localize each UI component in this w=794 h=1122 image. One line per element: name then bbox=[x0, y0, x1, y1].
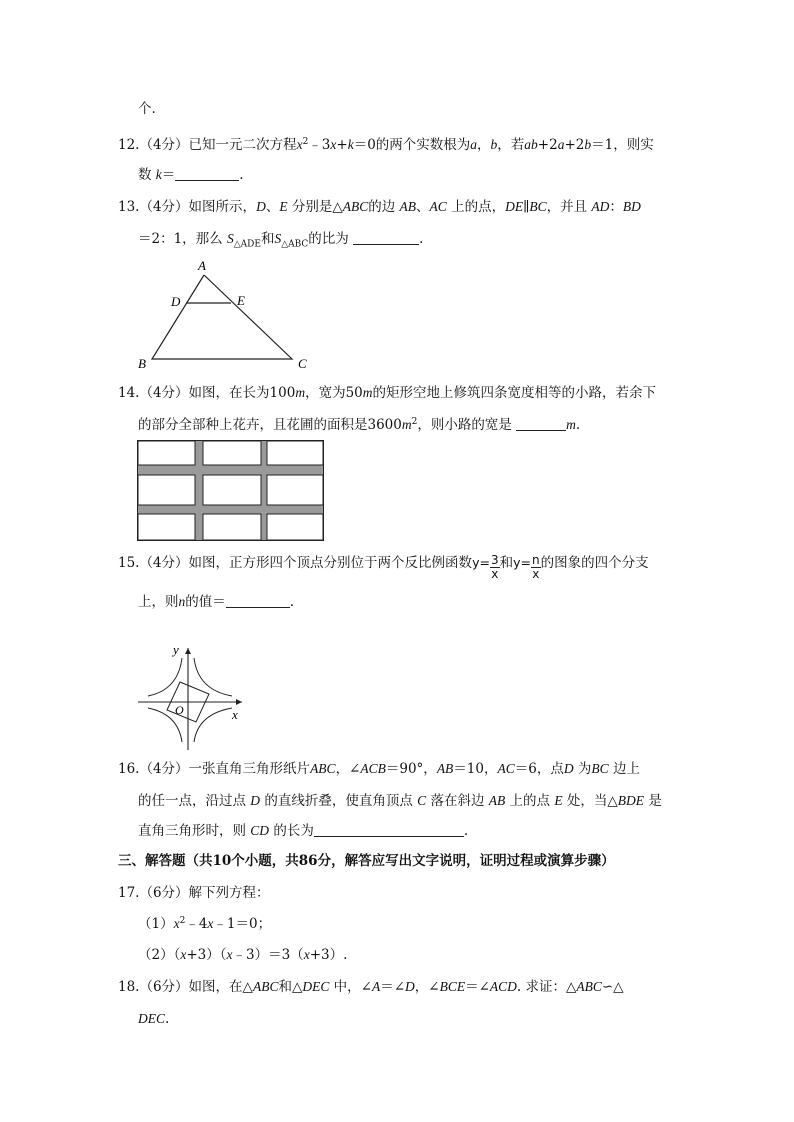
fraction-3-over-x: $\frac{3}{x}$ bbox=[490, 553, 499, 581]
question-14: 14.（4分）如图，在长为100m，宽为50m的矩形空地上修筑四条宽度相等的小路，若余下 bbox=[118, 385, 657, 401]
answer-blank[interactable] bbox=[226, 595, 290, 608]
garden-figure bbox=[137, 440, 325, 542]
label-x: x bbox=[232, 707, 238, 722]
question-16-line3: 直角三角形时，则 CD 的长为 . bbox=[138, 823, 469, 839]
answer-blank[interactable] bbox=[353, 232, 419, 245]
answer-blank[interactable] bbox=[314, 824, 464, 837]
bed bbox=[203, 441, 261, 465]
x-axis-arrow bbox=[236, 699, 242, 705]
bed bbox=[203, 514, 261, 540]
label-d: D bbox=[171, 294, 181, 309]
question-13-line2: ＝2：1，那么 $S_{\triangle ADE}$和$S_{\triangle ABC}$的比为 . bbox=[138, 231, 424, 250]
question-16: 16.（4分）一张直角三角形纸片ABC，∠ACB＝90°，AB＝10，AC＝6，点D 为BC 边上 bbox=[118, 761, 640, 777]
question-17-part1: $(1)x^2﹣4x﹣1=0$； bbox=[138, 916, 272, 932]
bed bbox=[138, 514, 195, 540]
triangle-abc bbox=[152, 275, 292, 359]
label-origin: O bbox=[175, 703, 184, 717]
label-y: y bbox=[173, 642, 179, 657]
bed bbox=[203, 475, 261, 505]
bed bbox=[138, 441, 195, 465]
question-14-line2: 的部分全部种上花卉，且花圃的面积是$3600m^2$，则小路的宽是 m. bbox=[138, 417, 581, 433]
label-b: B bbox=[138, 356, 146, 371]
question-17: 17.（6分）解下列方程： bbox=[118, 885, 270, 901]
hyperbola-figure bbox=[134, 640, 249, 752]
branch-q2 bbox=[148, 658, 182, 696]
label-c: C bbox=[298, 356, 307, 371]
question-15: 15.（4分）如图，正方形四个顶点分别位于两个反比例函数y= $\frac{3}{x}$ 和y= $\frac{n}{x}$ 的图象的四个分支 bbox=[118, 553, 649, 581]
label-e: E bbox=[237, 293, 245, 308]
section-3-heading: 三、解答题（共10个小题，共86分，解答应写出文字说明，证明过程或演算步骤） bbox=[118, 853, 615, 869]
y-axis-arrow bbox=[185, 648, 191, 654]
question-18-line2: DEC. bbox=[138, 1011, 170, 1027]
question-17-part2: （2）（x+3）（x﹣3）＝3（x+3）. bbox=[138, 947, 348, 963]
question-18: 18.（6分）如图，在△ABC和△DEC 中，∠A＝∠D，∠BCE＝∠ACD. 求证：△ABC∽△ bbox=[118, 979, 624, 995]
bed bbox=[138, 475, 195, 505]
bed bbox=[267, 475, 323, 505]
question-15-line2: 上，则n的值＝ . bbox=[138, 594, 295, 610]
text-line: 个. bbox=[138, 101, 156, 117]
question-12-line2: 数 k＝ . bbox=[138, 167, 244, 183]
question-13: 13.（4分）如图所示，D、E 分别是△ABC的边 AB、AC 上的点，DE∥BC，并且 AD：BD bbox=[118, 199, 641, 215]
question-12: 12.（4分）已知一元二次方程$x^2﹣3x+k=0$的两个实数根为a，b，若ab+2a+2b＝1，则实 bbox=[118, 137, 654, 153]
answer-blank[interactable] bbox=[175, 168, 239, 181]
answer-blank[interactable] bbox=[516, 418, 566, 431]
bed bbox=[267, 514, 323, 540]
label-a: A bbox=[198, 258, 206, 273]
fraction-n-over-x: $\frac{n}{x}$ bbox=[531, 553, 540, 581]
question-16-line2: 的任一点，沿过点 D 的直线折叠，使直角顶点 C 落在斜边 AB 上的点 E 处，当△BDE 是 bbox=[138, 793, 662, 809]
bed bbox=[267, 441, 323, 465]
triangle-figure bbox=[132, 255, 317, 373]
